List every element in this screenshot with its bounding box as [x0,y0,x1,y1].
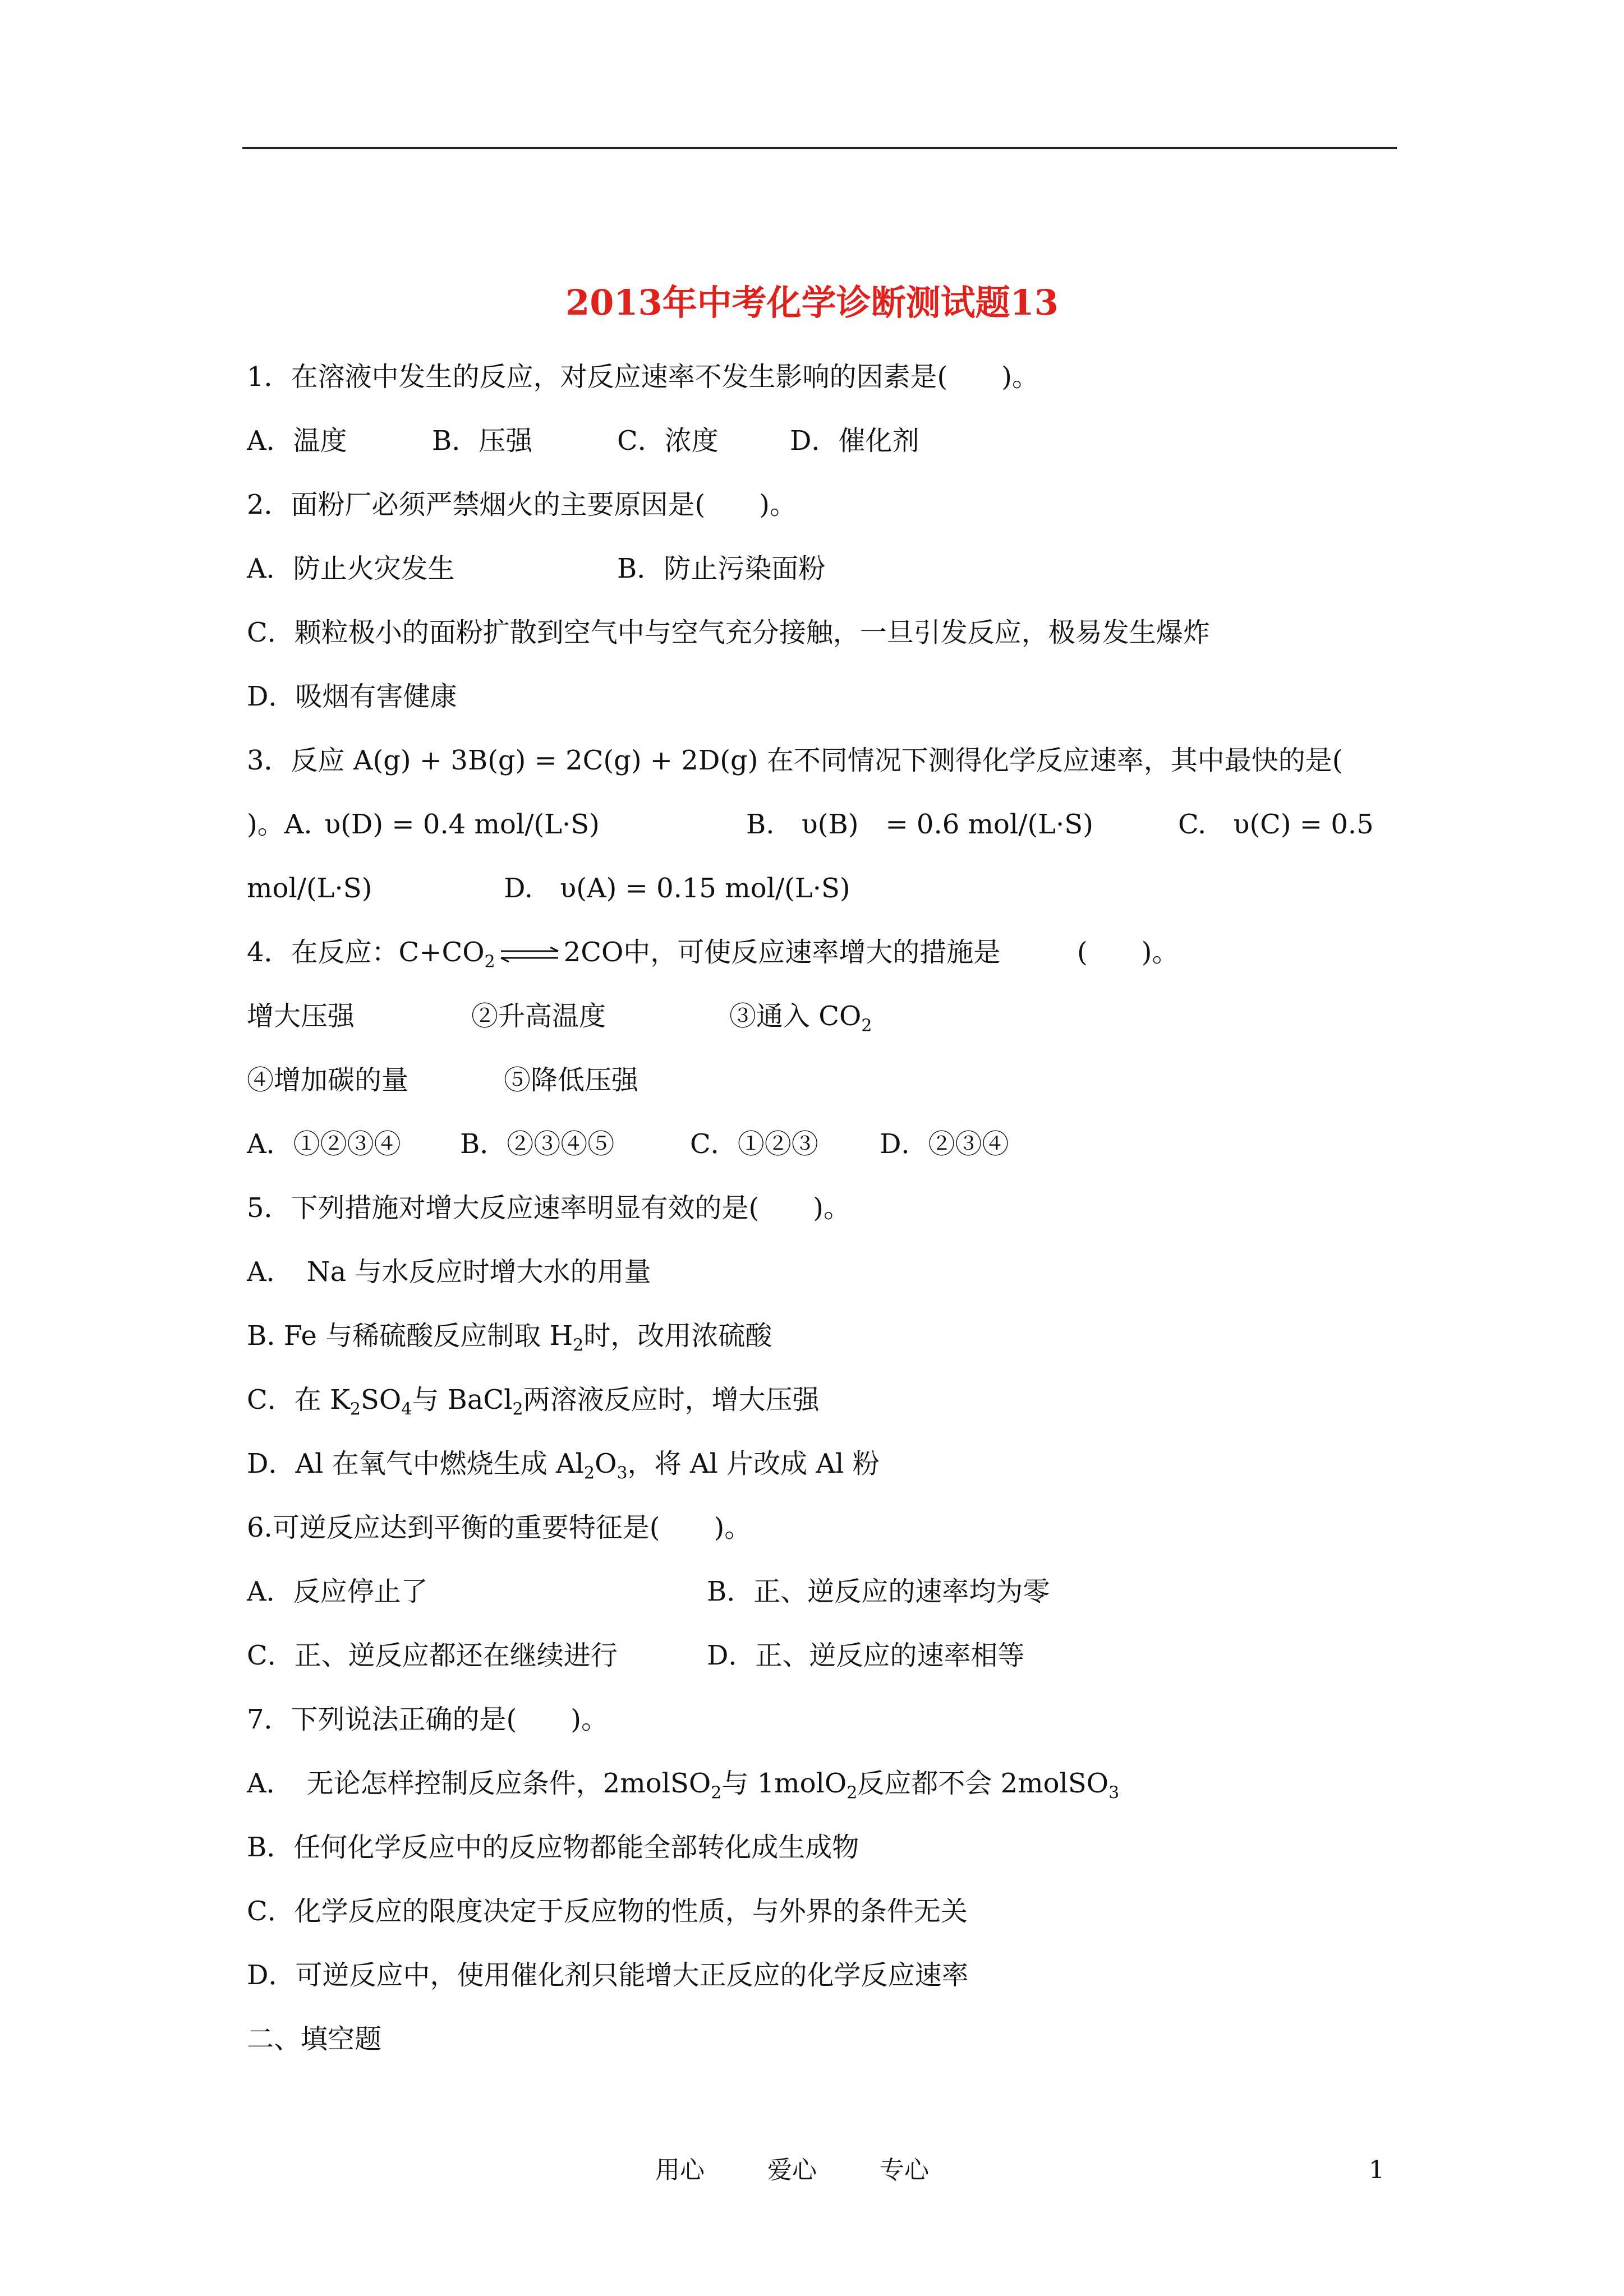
q7-option-d: D．可逆反应中，使用催化剂只能增大正反应的化学反应速率 [247,1960,969,1991]
q5-c-sub3: 2 [512,1399,523,1419]
q3-option-c-cont: mol/(L·S) [247,873,372,904]
page-title: 2013年中考化学诊断测试题13 [565,282,1059,323]
q7-a-sub2: 2 [846,1783,858,1803]
q7-option-b: B．任何化学反应中的反应物都能全部转化成生成物 [247,1832,859,1863]
q5-option-c [247,1382,820,1428]
q4-measure-3: ③通入 CO [729,1001,862,1032]
q7-a-sub3: 3 [1108,1783,1120,1803]
q5-stem: 5．下列措施对增大反应速率明显有效的是( )。 [247,1192,850,1224]
q3-option-d: D. υ(A) = 0.15 mol/(L·S) [504,873,850,904]
q4-blank: ( )。 [1077,937,1179,968]
q5-d-suffix: ，将 Al 片改成 Al 粉 [627,1448,880,1479]
q7-a-sub1: 2 [711,1783,722,1803]
q6-option-b: B．正、逆反应的速率均为零 [707,1576,1050,1607]
q6-stem: 6.可逆反应达到平衡的重要特征是( )。 [247,1512,752,1543]
q1-option-a: A．温度 [247,425,347,457]
q3-stem: 3．反应 A(g) + 3B(g) = 2C(g) + 2D(g) 在不同情况下测得化学反应速率，其中最快的是( [247,745,1343,776]
q5-c-mid1: SO [360,1384,402,1416]
q7-stem: 7．下列说法正确的是( )。 [247,1704,608,1735]
q2-option-c: C．颗粒极小的面粉扩散到空气中与空气充分接触，一旦引发反应，极易发生爆炸 [247,617,1210,648]
q4-option-c: C．①②③ [690,1128,818,1160]
q4-option-b: B．②③④⑤ [460,1128,615,1160]
q5-option-b [247,1318,772,1364]
q3-option-c: C. υ(C) = 0.5 [1178,809,1374,840]
footer-word-2: 爱心 [767,2156,817,2184]
q4-stem-product: 2CO [563,937,624,968]
q4-measure-1: 增大压强 [247,1001,355,1032]
q5-d-sub1: 2 [584,1463,595,1483]
footer-word-3: 专心 [880,2156,929,2184]
q4-measure-3-sub: 2 [861,1016,872,1036]
q2-option-b: B．防止污染面粉 [617,553,826,584]
q5-b-sub: 2 [573,1335,584,1356]
q5-c-suffix: 两溶液反应时，增大压强 [523,1384,820,1416]
q3-option-b: B. υ(B) = 0.6 mol/(L·S) [746,809,1093,840]
q1-stem: 1．在溶液中发生的反应，对反应速率不发生影响的因素是( )。 [247,361,1039,393]
q5-option-d [247,1446,880,1492]
q6-option-a: A．反应停止了 [247,1576,428,1607]
q2-stem: 2．面粉厂必须严禁烟火的主要原因是( )。 [247,489,797,520]
footer-word-1: 用心 [655,2156,705,2184]
q2-option-a: A．防止火灾发生 [247,553,455,584]
q3-option-a: υ(D) = 0.4 mol/(L·S) [324,809,600,840]
q1-option-d: D．催化剂 [790,425,919,457]
q7-a-mid: 与 1molO [721,1768,847,1799]
q4-stem-suffix: 中，可使反应速率增大的措施是 [623,937,1001,968]
equilibrium-arrow-icon [499,946,560,963]
q5-option-a: A． Na 与水反应时增大水的用量 [247,1256,651,1288]
page-number: 1 [1369,2156,1384,2184]
q7-a-mid2: 反应都不会 2molSO [857,1768,1109,1799]
q5-c-prefix: C．在 K [247,1384,350,1416]
q5-d-sub2: 3 [617,1463,628,1483]
q7-option-a [247,1765,1119,1811]
q7-option-c: C．化学反应的限度决定于反应物的性质，与外界的条件无关 [247,1896,968,1927]
q5-d-prefix: D．Al 在氧气中燃烧生成 Al [247,1448,585,1479]
q4-measure-4: ④增加碳的量 [247,1064,409,1096]
q7-a-prefix: A． 无论怎样控制反应条件，2molSO [247,1768,711,1799]
q4-stem-prefix: 4．在反应：C+CO [247,937,485,968]
q1-option-b: B．压强 [432,425,533,457]
q4-option-a: A．①②③④ [247,1128,401,1160]
q5-c-mid2: 与 BaCl [412,1384,513,1416]
q3-stem-end: )。A. [247,809,312,840]
q5-b-suffix: 时，改用浓硫酸 [583,1320,772,1352]
section-fill-in-heading: 二、填空题 [247,2023,382,2055]
q1-option-c: C．浓度 [617,425,719,457]
q5-c-sub1: 2 [349,1399,361,1419]
q6-option-c: C．正、逆反应都还在继续进行 [247,1640,618,1671]
q4-measure-5: ⑤降低压强 [504,1064,639,1096]
q5-c-sub2: 4 [401,1399,412,1419]
q4-measure-2: ②升高温度 [471,1001,606,1032]
q4-option-d: D．②③④ [880,1128,1009,1160]
q2-option-d: D．吸烟有害健康 [247,681,457,712]
q4-stem-sub: 2 [484,952,495,972]
q5-b-prefix: B. Fe 与稀硫酸反应制取 H [247,1320,573,1352]
header-rule [242,147,1397,149]
q5-d-mid: O [595,1448,617,1479]
q6-option-d: D．正、逆反应的速率相等 [707,1640,1025,1671]
